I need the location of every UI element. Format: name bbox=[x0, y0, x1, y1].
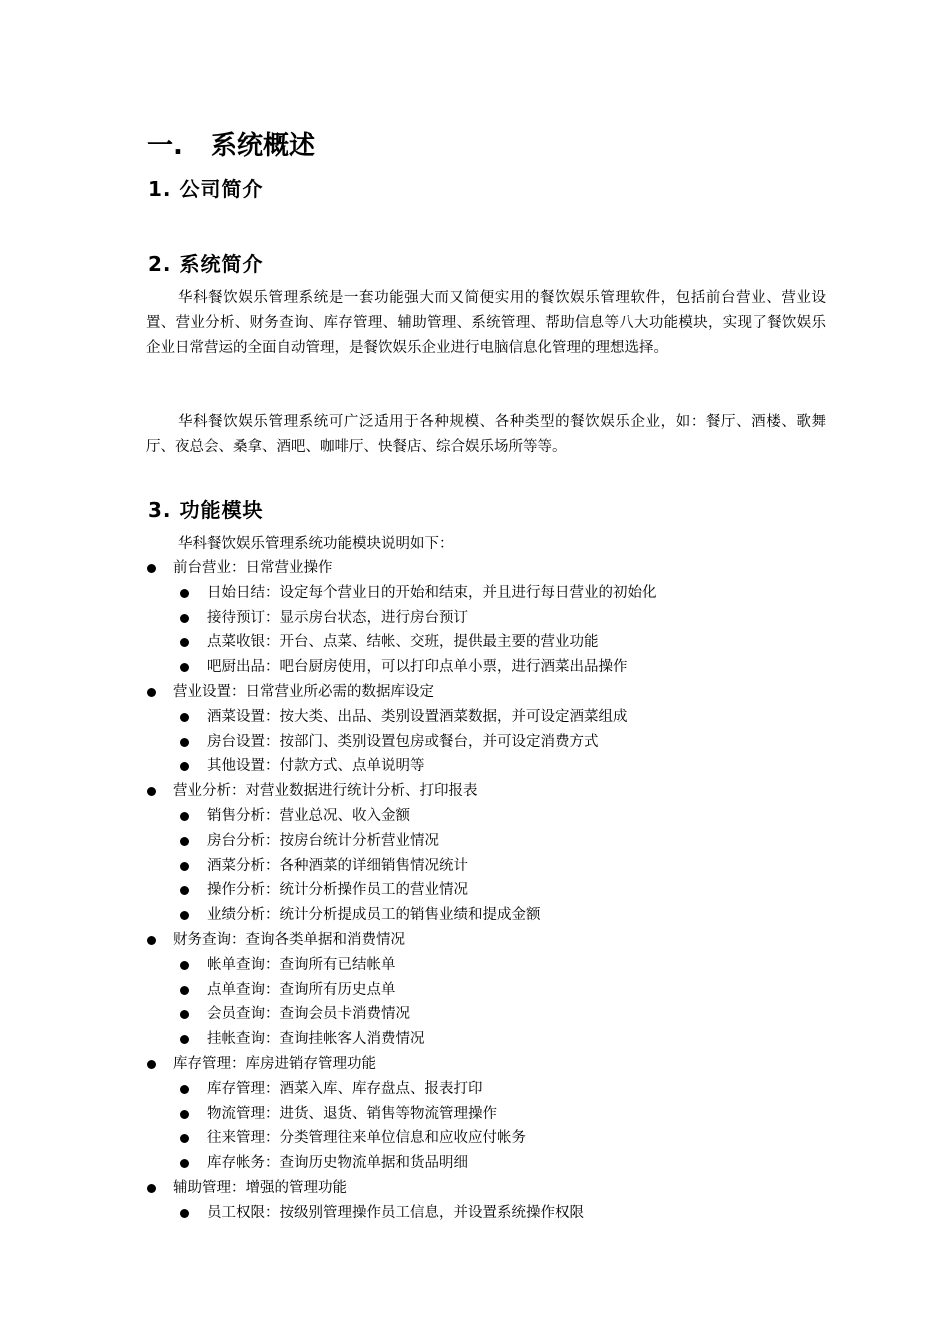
system-intro-paragraph-2: 华科餐饮娱乐管理系统可广泛适用于各种规模、各种类型的餐饮娱乐企业，如：餐厅、酒楼、歌舞厅、夜总会、桑拿、酒吧、咖啡厅、快餐店、综合娱乐场所等等。 bbox=[146, 414, 826, 455]
bullet-icon bbox=[147, 688, 156, 697]
list-item: 挂帐查询：查询挂帐客人消费情况 bbox=[146, 1027, 846, 1052]
list-item: 点菜收银：开台、点菜、结帐、交班，提供最主要的营业功能 bbox=[146, 630, 846, 655]
bullet-icon bbox=[180, 762, 189, 771]
list-item: 库存帐务：查询历史物流单据和货品明细 bbox=[146, 1151, 846, 1176]
list-item: 帐单查询：查询所有已结帐单 bbox=[146, 953, 846, 978]
bullet-icon bbox=[180, 961, 189, 970]
section-heading-company: 1. 公司简介 bbox=[148, 177, 264, 201]
list-item: 业绩分析：统计分析提成员工的销售业绩和提成金额 bbox=[146, 903, 846, 928]
bullet-icon bbox=[180, 1159, 189, 1168]
list-item: 房台分析：按房台统计分析营业情况 bbox=[146, 829, 846, 854]
bullet-icon bbox=[180, 862, 189, 871]
list-item: 物流管理：进货、退货、销售等物流管理操作 bbox=[146, 1102, 846, 1127]
bullet-icon bbox=[180, 1110, 189, 1119]
bullet-icon bbox=[147, 564, 156, 573]
list-item: 其他设置：付款方式、点单说明等 bbox=[146, 754, 846, 779]
bullet-icon bbox=[180, 911, 189, 920]
bullet-icon bbox=[147, 936, 156, 945]
list-item: 营业分析：对营业数据进行统计分析、打印报表 bbox=[146, 779, 846, 804]
list-item: 库存管理：酒菜入库、库存盘点、报表打印 bbox=[146, 1077, 846, 1102]
bullet-icon bbox=[180, 986, 189, 995]
list-item: 营业设置：日常营业所必需的数据库设定 bbox=[146, 680, 846, 705]
module-list bbox=[146, 556, 846, 1226]
chapter-number: 一. bbox=[147, 131, 183, 161]
bullet-icon bbox=[180, 589, 189, 598]
bullet-icon bbox=[147, 787, 156, 796]
chapter-title: 系统概述 bbox=[211, 131, 316, 161]
bullet-icon bbox=[180, 638, 189, 647]
bullet-icon bbox=[147, 1184, 156, 1193]
bullet-icon bbox=[180, 1209, 189, 1218]
bullet-icon bbox=[180, 886, 189, 895]
list-item: 员工权限：按级别管理操作员工信息，并设置系统操作权限 bbox=[146, 1201, 846, 1226]
modules-intro: 华科餐饮娱乐管理系统功能模块说明如下： bbox=[178, 536, 454, 552]
list-item: 吧厨出品：吧台厨房使用，可以打印点单小票，进行酒菜出品操作 bbox=[146, 655, 846, 680]
bullet-icon bbox=[180, 663, 189, 672]
system-intro-paragraph-1: 华科餐饮娱乐管理系统是一套功能强大而又简便实用的餐饮娱乐管理软件，包括前台营业、营业设置、营业分析、财务查询、库存管理、辅助管理、系统管理、帮助信息等八大功能模块，实现了餐饮娱乐企业日常营运的全面自动管理，是餐饮娱乐企业进行电脑信息化管理的理想选择。 bbox=[146, 290, 826, 356]
bullet-icon bbox=[180, 837, 189, 846]
bullet-icon bbox=[180, 713, 189, 722]
list-item: 销售分析：营业总况、收入金额 bbox=[146, 804, 846, 829]
bullet-icon bbox=[180, 738, 189, 747]
section-heading-system: 2. 系统简介 bbox=[148, 252, 264, 276]
list-item: 辅助管理：增强的管理功能 bbox=[146, 1176, 846, 1201]
bullet-icon bbox=[180, 614, 189, 623]
bullet-icon bbox=[180, 1134, 189, 1143]
list-item: 点单查询：查询所有历史点单 bbox=[146, 978, 846, 1003]
list-item: 财务查询：查询各类单据和消费情况 bbox=[146, 928, 846, 953]
section-heading-modules: 3. 功能模块 bbox=[148, 498, 264, 522]
list-item: 日始日结：设定每个营业日的开始和结束，并且进行每日营业的初始化 bbox=[146, 581, 846, 606]
list-item: 前台营业：日常营业操作 bbox=[146, 556, 846, 581]
list-item: 会员查询：查询会员卡消费情况 bbox=[146, 1002, 846, 1027]
list-item: 接待预订：显示房台状态，进行房台预订 bbox=[146, 606, 846, 631]
bullet-icon bbox=[180, 1085, 189, 1094]
list-item: 酒菜分析：各种酒菜的详细销售情况统计 bbox=[146, 854, 846, 879]
list-item: 房台设置：按部门、类别设置包房或餐台，并可设定消费方式 bbox=[146, 730, 846, 755]
list-item: 往来管理：分类管理往来单位信息和应收应付帐务 bbox=[146, 1126, 846, 1151]
chapter-heading bbox=[147, 126, 315, 166]
list-item: 库存管理：库房进销存管理功能 bbox=[146, 1052, 846, 1077]
bullet-icon bbox=[147, 1060, 156, 1069]
bullet-icon bbox=[180, 1010, 189, 1019]
list-item: 操作分析：统计分析操作员工的营业情况 bbox=[146, 878, 846, 903]
list-item: 酒菜设置：按大类、出品、类别设置酒菜数据，并可设定酒菜组成 bbox=[146, 705, 846, 730]
bullet-icon bbox=[180, 1035, 189, 1044]
bullet-icon bbox=[180, 812, 189, 821]
